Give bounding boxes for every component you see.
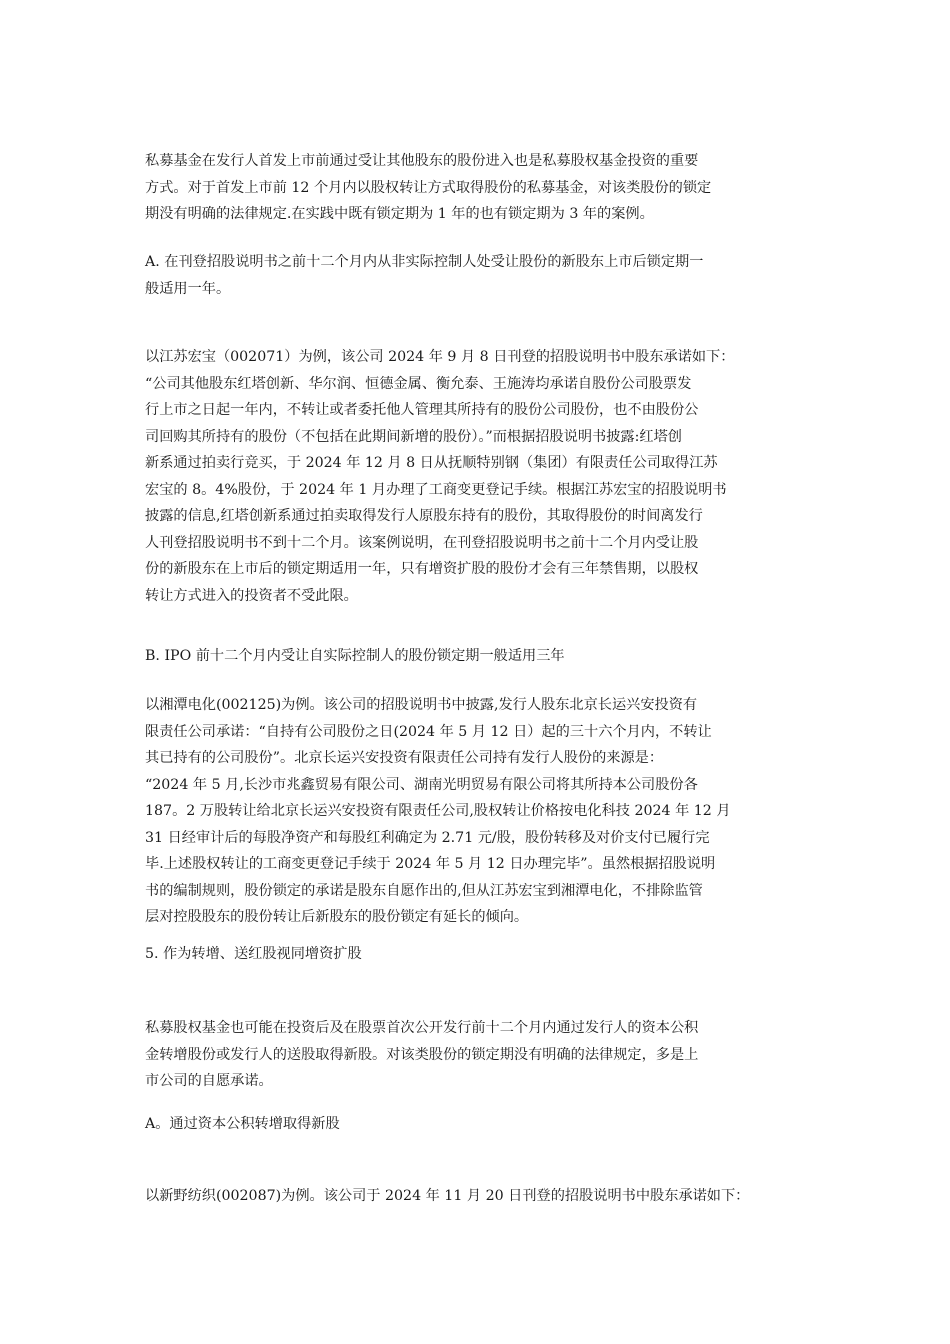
paragraph-section-5-heading xyxy=(145,941,813,968)
paragraph-xiangtan-case xyxy=(145,692,813,931)
text-line: 私募基金在发行人首发上市前通过受让其他股东的股份进入也是私募股权基金投资的重要 xyxy=(145,153,699,169)
text-line: A. 在刊登招股说明书之前十二个月内从非实际控制人处受让股份的新股东上市后锁定期一 xyxy=(145,254,704,270)
text-line: 市公司的自愿承诺。 xyxy=(145,1073,273,1089)
text-line: B. IPO 前十二个月内受让自实际控制人的股份锁定期一般适用三年 xyxy=(145,648,565,664)
text-line: 方式。对于首发上市前 12 个月内以股权转让方式取得股份的私募基金，对该类股份的锁定 xyxy=(145,179,712,196)
text-line: 其已持有的公司股份”。北京长运兴安投资有限责任公司持有发行人股份的来源是： xyxy=(145,750,664,766)
text-line: 书的编制规则，股份锁定的承诺是股东自愿作出的,但从江苏宏宝到湘潭电化，不排除监管 xyxy=(145,882,703,899)
text-line: 5. 作为转增、送红股视同增资扩股 xyxy=(145,946,362,962)
text-line: A。通过资本公积转增取得新股 xyxy=(145,1116,340,1132)
text-line: “2024 年 5 月,长沙市兆鑫贸易有限公司、湖南光明贸易有限公司将其所持本公司股份各 xyxy=(145,776,698,793)
paragraph-xinye-case xyxy=(145,1183,813,1210)
text-line: 187。2 万股转让给北京长运兴安投资有限责任公司,股权转让价格按电化科技 2024 年 12 月 xyxy=(145,803,731,819)
paragraph-section-a xyxy=(145,249,813,302)
text-line: 以湘潭电化(002125)为例。该公司的招股说明书中披露,发行人股东北京长运兴安投资有 xyxy=(145,697,698,713)
text-line: 宏宝的 8。4%股份，于 2024 年 1 月办理了工商变更登记手续。根据江苏宏宝的招股说明书 xyxy=(145,481,727,498)
text-line: 人刊登招股说明书不到十二个月。该案例说明，在刊登招股说明书之前十二个月内受让股 xyxy=(145,534,699,551)
text-line: 以新野纺织(002087)为例。该公司于 2024 年 11 月 20 日刊登的招股说明书中股东承诺如下： xyxy=(145,1188,750,1204)
text-line: 转让方式进入的投资者不受此限。 xyxy=(145,587,358,604)
text-line: 司回购其所持有的股份（不包括在此期间新增的股份）。”而根据招股说明书披露:红塔创 xyxy=(145,428,682,445)
paragraph-conversion-intro xyxy=(145,1015,813,1095)
text-line: 行上市之日起一年内，不转让或者委托他人管理其所持有的股份公司股份，也不由股份公 xyxy=(145,402,699,418)
text-line: “公司其他股东红塔创新、华尔润、恒德金属、衡允泰、王施涛均承诺自股份公司股票发 xyxy=(145,375,692,392)
text-line: 新系通过拍卖行竞买，于 2024 年 12 月 8 日从抚顺特别钢（集团）有限责任公司取得江苏 xyxy=(145,455,718,471)
text-line: 般适用一年。 xyxy=(145,280,231,297)
paragraph-section-a-conversion xyxy=(145,1111,813,1138)
text-line: 层对控股股东的股份转让后新股东的股份锁定有延长的倾向。 xyxy=(145,909,529,925)
text-line: 以江苏宏宝（002071）为例，该公司 2024 年 9 月 8 日刊登的招股说明书中股东承诺如下： xyxy=(145,349,735,365)
text-line: 披露的信息,红塔创新系通过拍卖取得发行人原股东持有的股份，其取得股份的时间离发行 xyxy=(145,508,703,524)
text-line: 31 日经审计后的每股净资产和每股红利确定为 2.71 元/股，股份转移及对价支付已履行完 xyxy=(145,829,710,846)
paragraph-intro xyxy=(145,148,813,228)
text-line: 份的新股东在上市后的锁定期适用一年，只有增资扩股的股份才会有三年禁售期，以股权 xyxy=(145,561,699,577)
paragraph-section-b xyxy=(145,643,813,670)
text-line: 限责任公司承诺：“自持有公司股份之日(2024 年 5 月 12 日）起的三十六个月内，不转让 xyxy=(145,723,712,740)
text-line: 金转增股份或发行人的送股取得新股。对该类股份的锁定期没有明确的法律规定，多是上 xyxy=(145,1046,699,1063)
text-line: 私募股权基金也可能在投资后及在股票首次公开发行前十二个月内通过发行人的资本公积 xyxy=(145,1020,699,1036)
text-line: 期没有明确的法律规定.在实践中既有锁定期为 1 年的也有锁定期为 3 年的案例。 xyxy=(145,206,654,222)
paragraph-jiangsu-hongbao-case xyxy=(145,344,813,609)
text-line: 毕.上述股权转让的工商变更登记手续于 2024 年 5 月 12 日办理完毕”。虽然根据招股说明 xyxy=(145,856,716,872)
